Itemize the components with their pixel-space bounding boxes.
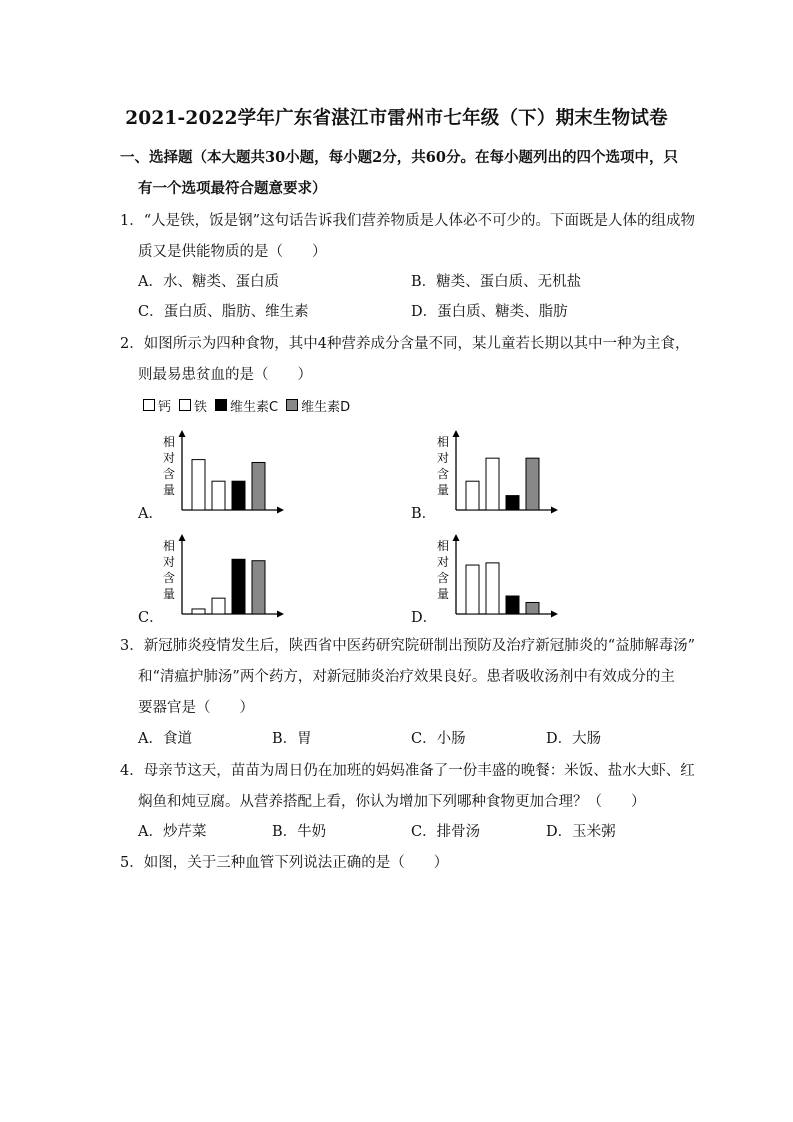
y-axis-label-char: 含 bbox=[162, 467, 176, 481]
bar-vitamin-c bbox=[506, 496, 519, 510]
q1-option-d[interactable]: D．蛋白质、糖类、脂肪 bbox=[411, 304, 568, 320]
x-axis-arrow bbox=[277, 611, 284, 618]
bar-iron bbox=[212, 481, 225, 510]
q2-option-c[interactable]: C． bbox=[138, 610, 164, 626]
q3-option-b[interactable]: B．胃 bbox=[272, 731, 312, 747]
legend-label-calcium: 钙 bbox=[158, 399, 172, 415]
legend-label-vitamin-c: 维生素C bbox=[230, 399, 279, 415]
bar-vitamin-d bbox=[252, 561, 265, 614]
y-axis-label-char: 对 bbox=[436, 451, 450, 465]
bar-vitamin-c bbox=[506, 596, 519, 614]
bar-vitamin-d bbox=[526, 458, 539, 510]
bar-calcium bbox=[192, 460, 205, 510]
q1-option-a[interactable]: A．水、糖类、蛋白质 bbox=[138, 274, 279, 290]
bar-vitamin-c bbox=[232, 481, 245, 510]
q3-option-c[interactable]: C．小肠 bbox=[411, 731, 466, 747]
q3-option-a[interactable]: A．食道 bbox=[138, 731, 192, 747]
y-axis-label-char: 相 bbox=[162, 539, 176, 553]
legend-swatch-calcium bbox=[143, 399, 155, 411]
legend-label-vitamin-d: 维生素D bbox=[301, 399, 351, 415]
y-axis-label-char: 对 bbox=[162, 555, 176, 569]
q5-stem-line1: 5．如图，关于三种血管下列说法正确的是（ ） bbox=[120, 855, 449, 871]
y-axis-label-char: 含 bbox=[436, 571, 450, 585]
y-axis-label-char: 量 bbox=[436, 587, 450, 601]
q4-option-b[interactable]: B．牛奶 bbox=[272, 824, 327, 840]
y-axis-arrow bbox=[453, 430, 460, 437]
q3-stem-line2: 和“清瘟护肺汤”两个药方，对新冠肺炎治疗效果良好。患者吸收汤剂中有效成分的主 bbox=[138, 669, 675, 685]
q2-stem-line2: 则最易患贫血的是（ ） bbox=[138, 367, 312, 383]
q4-option-a[interactable]: A．炒芹菜 bbox=[138, 824, 207, 840]
bar-vitamin-d bbox=[252, 462, 265, 510]
chart-a bbox=[160, 426, 290, 516]
chart-d bbox=[434, 530, 564, 620]
x-axis-arrow bbox=[551, 507, 558, 514]
legend-iron bbox=[179, 396, 207, 415]
legend-vitamin-d bbox=[286, 396, 350, 415]
y-axis-label-char: 量 bbox=[162, 483, 176, 497]
q1-stem-line2: 质又是供能物质的是（ ） bbox=[138, 244, 327, 260]
bar-iron bbox=[486, 563, 499, 614]
q2-stem-line1: 2．如图所示为四种食物，其中4种营养成分含量不同，某儿童若长期以其中一种为主食， bbox=[120, 336, 690, 352]
legend-label-iron: 铁 bbox=[194, 399, 208, 415]
chart-c bbox=[160, 530, 290, 620]
bar-iron bbox=[486, 458, 499, 510]
y-axis-label-char: 相 bbox=[436, 539, 450, 553]
page-title: 2021-2022学年广东省湛江市雷州市七年级（下）期末生物试卷 bbox=[125, 108, 668, 129]
q1-option-b[interactable]: B．糖类、蛋白质、无机盐 bbox=[411, 274, 582, 290]
y-axis-arrow bbox=[453, 534, 460, 541]
section-heading-line2: 有一个选项最符合题意要求） bbox=[138, 180, 327, 197]
legend-swatch-iron bbox=[179, 399, 191, 411]
y-axis-label-char: 对 bbox=[162, 451, 176, 465]
y-axis-arrow bbox=[179, 430, 186, 437]
bar-calcium bbox=[466, 565, 479, 614]
bar-vitamin-d bbox=[526, 602, 539, 614]
q3-option-d[interactable]: D．大肠 bbox=[546, 731, 602, 747]
q2-option-d[interactable]: D． bbox=[411, 610, 438, 626]
legend-swatch-vitamin-c bbox=[215, 399, 227, 411]
legend-vitamin-c bbox=[215, 396, 278, 415]
y-axis-arrow bbox=[179, 534, 186, 541]
legend-calcium bbox=[143, 396, 171, 415]
y-axis-label-char: 相 bbox=[436, 435, 450, 449]
q4-stem-line1: 4．母亲节这天，苗苗为周日仍在加班的妈妈准备了一份丰盛的晚餐：米饭、盐水大虾、红 bbox=[120, 763, 695, 779]
bar-vitamin-c bbox=[232, 559, 245, 614]
y-axis-label-char: 含 bbox=[162, 571, 176, 585]
q2-option-b[interactable]: B． bbox=[411, 506, 437, 522]
q2-option-a[interactable]: A． bbox=[138, 506, 163, 522]
bar-calcium bbox=[466, 481, 479, 510]
chart-b bbox=[434, 426, 564, 516]
x-axis-arrow bbox=[551, 611, 558, 618]
q4-option-d[interactable]: D．玉米粥 bbox=[546, 824, 616, 840]
y-axis-label-char: 相 bbox=[162, 435, 176, 449]
bar-calcium bbox=[192, 609, 205, 614]
bar-iron bbox=[212, 598, 225, 614]
chart-legend bbox=[143, 396, 358, 414]
y-axis-label-char: 量 bbox=[162, 587, 176, 601]
q4-option-c[interactable]: C．排骨汤 bbox=[411, 824, 481, 840]
q3-stem-line1: 3．新冠肺炎疫情发生后，陕西省中医药研究院研制出预防及治疗新冠肺炎的“益肺解毒汤” bbox=[120, 638, 696, 654]
q1-option-c[interactable]: C．蛋白质、脂肪、维生素 bbox=[138, 304, 309, 320]
x-axis-arrow bbox=[277, 507, 284, 514]
y-axis-label-char: 含 bbox=[436, 467, 450, 481]
legend-swatch-vitamin-d bbox=[286, 399, 298, 411]
y-axis-label-char: 对 bbox=[436, 555, 450, 569]
y-axis-label-char: 量 bbox=[436, 483, 450, 497]
section-heading-line1: 一、选择题（本大题共30小题，每小题2分，共60分。在每小题列出的四个选项中，只 bbox=[120, 149, 678, 166]
q1-stem-line1: 1．“人是铁，饭是钢”这句话告诉我们营养物质是人体必不可少的。下面既是人体的组成物 bbox=[120, 213, 696, 229]
q4-stem-line2: 焖鱼和炖豆腐。从营养搭配上看，你认为增加下列哪种食物更加合理？（ ） bbox=[138, 794, 646, 810]
q3-stem-line3: 要器官是（ ） bbox=[138, 700, 254, 716]
